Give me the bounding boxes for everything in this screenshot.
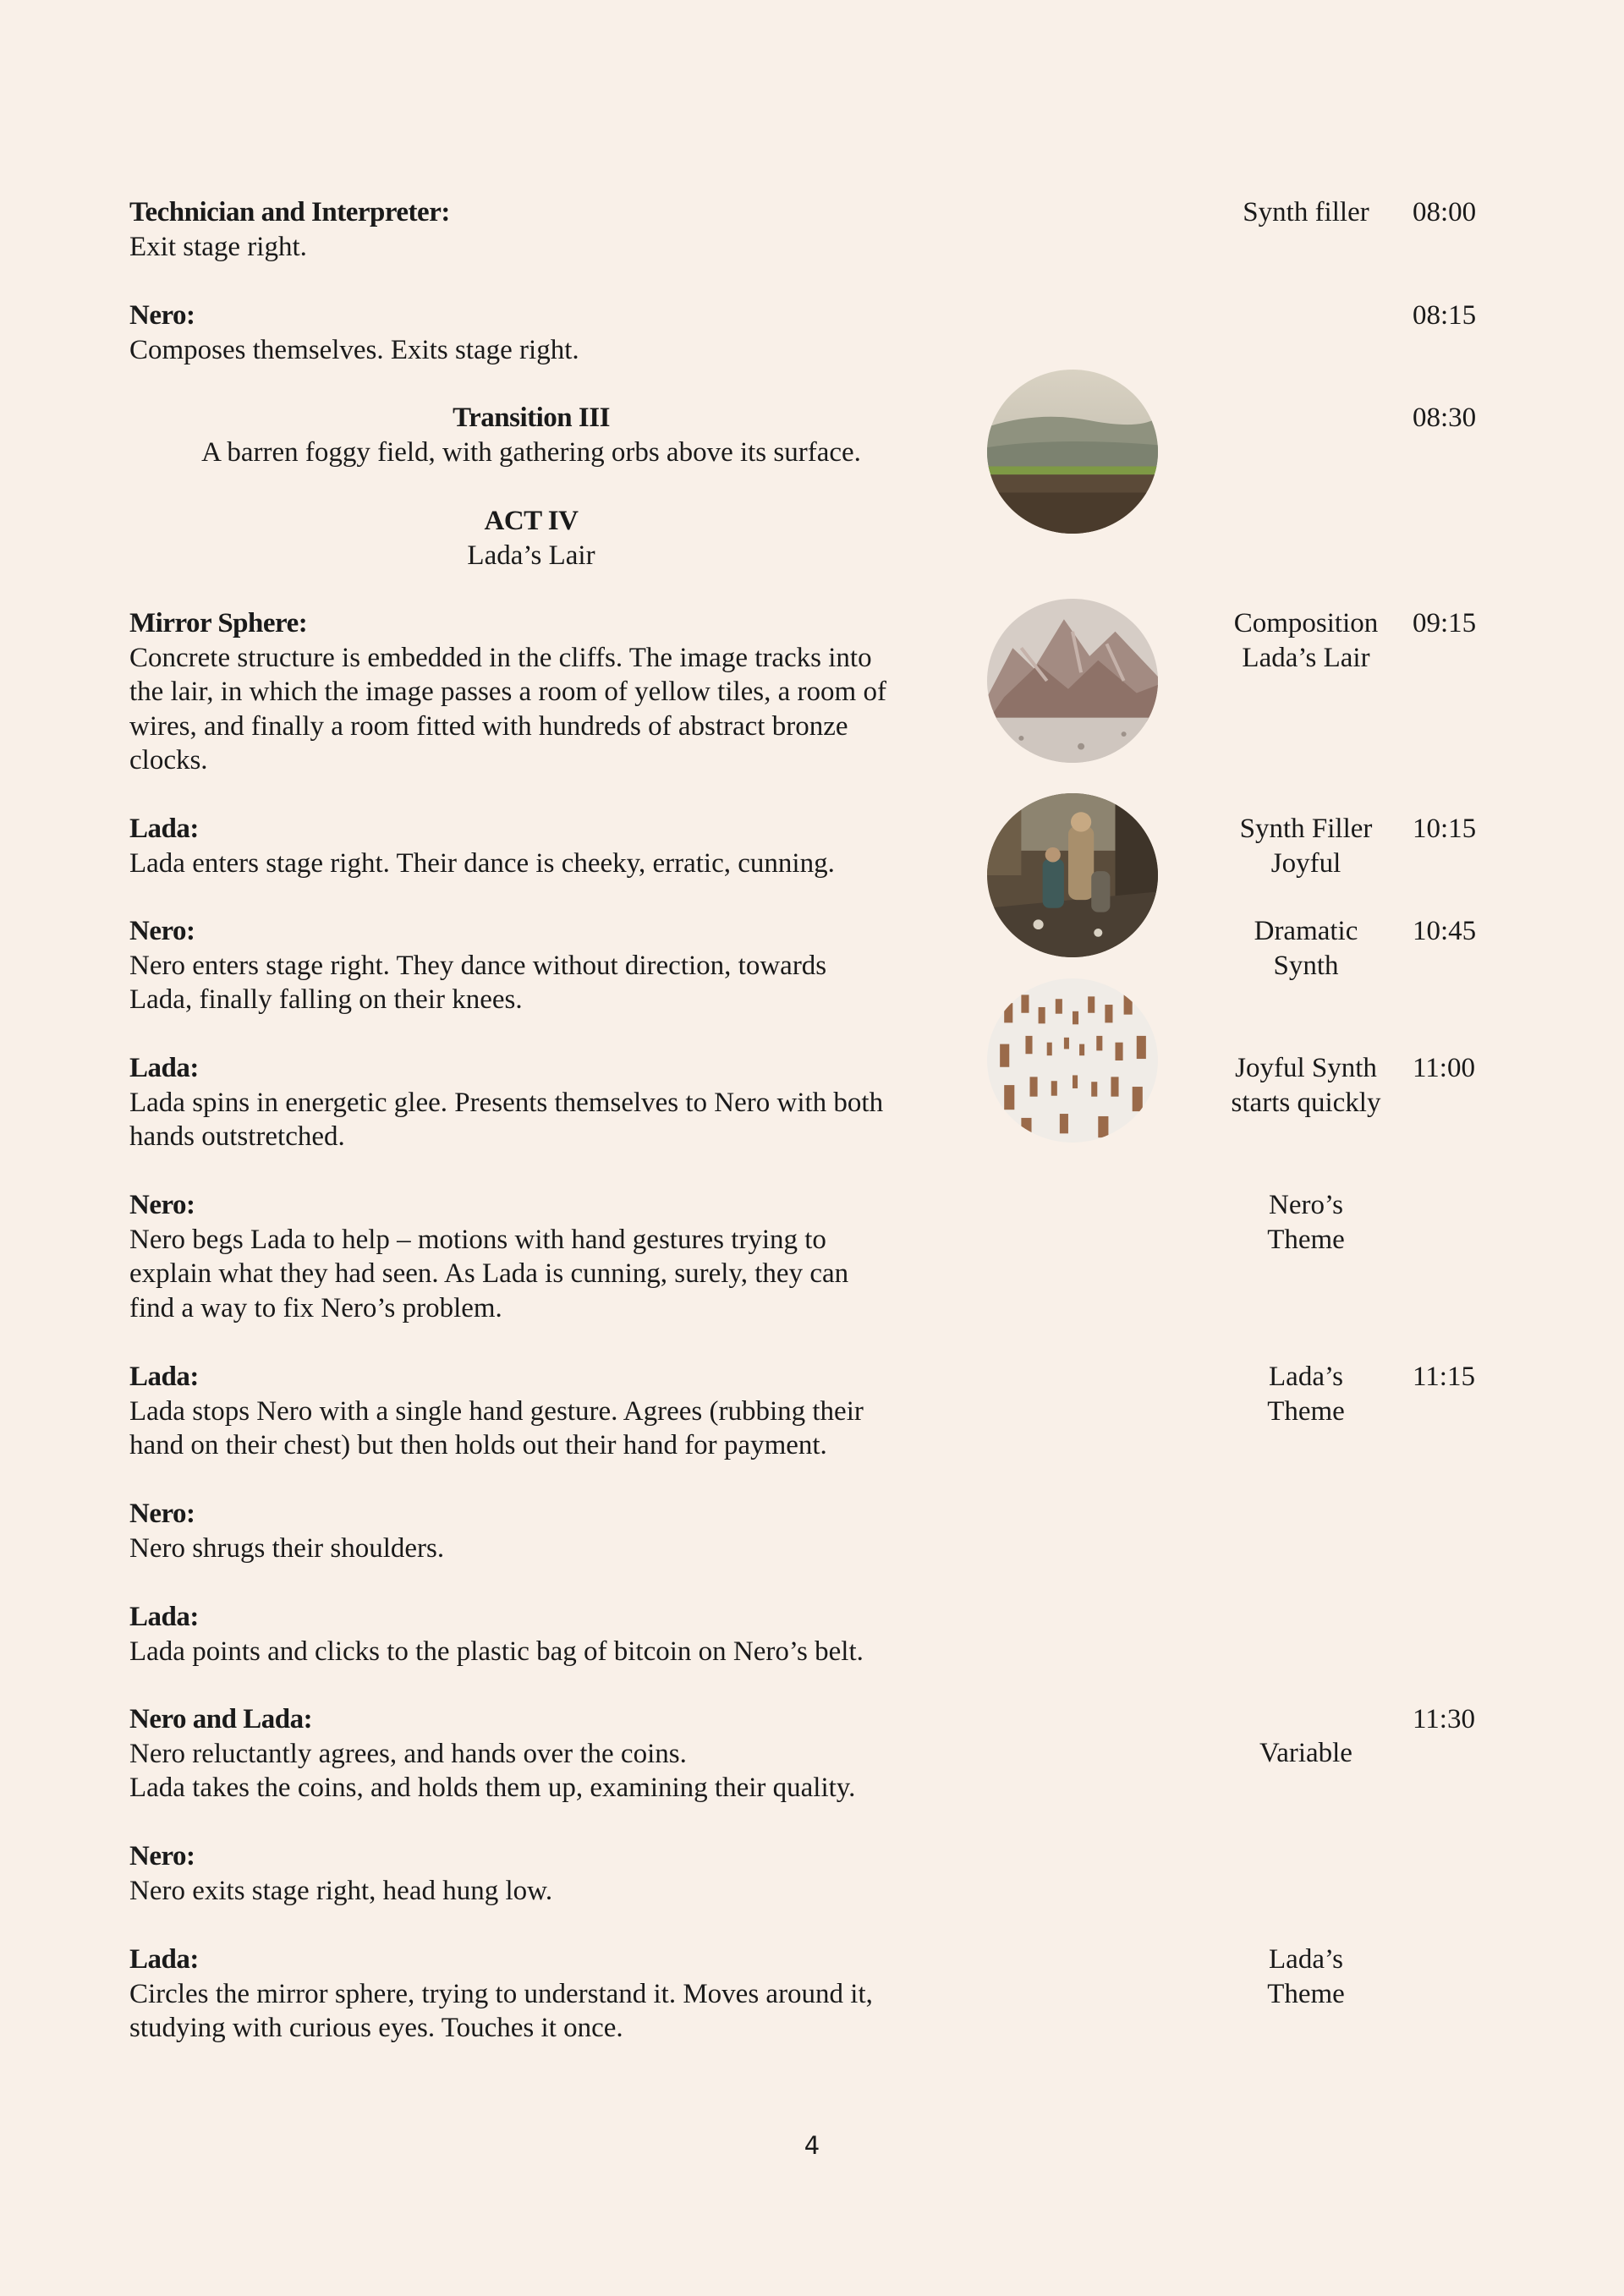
stage-direction-line: the lair, in which the image passes a room of yellow tiles, a room of [129,677,886,707]
stage-direction-line: Lada stops Nero with a single hand gesture. Agrees (rubbing their [129,1395,864,1427]
people-in-ruins-image [987,793,1158,957]
music-cue [1210,914,1402,983]
script-block-nero [129,299,933,367]
page-number: 4 [804,2131,820,2160]
stage-direction-line: Lada, finally falling on their knees. [129,984,523,1015]
script-block-nero-and-lada [129,1702,933,1806]
script-block-lada [129,1051,933,1154]
stage-direction: Composes themselves. Exits stage right. [129,334,579,365]
stage-direction-line: Concrete structure is embedded in the cliffs. The image tracks into [129,642,872,673]
speaker-name: Lada: [129,1944,199,1975]
script-block-nero [129,1188,933,1325]
speaker-name: Nero: [129,1499,195,1529]
music-cue [1210,195,1402,230]
transition-title: Transition III [453,403,610,433]
act-heading [129,504,933,573]
stage-direction: Lada points and clicks to the plastic bag of bitcoin on Nero’s belt. [129,1636,864,1667]
speaker-name: Technician and Interpreter: [129,197,450,227]
stage-direction-line: Nero reluctantly agrees, and hands over the coins. [129,1738,687,1769]
music-cue-line: Theme [1267,1224,1345,1255]
music-cue-line: Lada’s [1269,1944,1343,1975]
script-block-nero [129,1839,933,1908]
speaker-name: Nero: [129,1841,195,1871]
stage-direction-line: explain what they had seen. As Lada is cunning, surely, they can [129,1258,849,1289]
script-block-nero [129,1497,933,1565]
timestamp: 10:15 [1413,814,1477,844]
timestamp: 09:15 [1413,608,1477,638]
music-cue-line: starts quickly [1231,1087,1381,1118]
speaker-name: Lada: [129,1053,199,1083]
script-block-technician-interpreter [129,195,933,264]
speaker-name: Nero and Lada: [129,1704,313,1734]
stage-direction-line: clocks. [129,745,208,775]
bronze-clocks-image [987,978,1158,1143]
stage-direction-line: hand on their chest) but then holds out their hand for payment. [129,1430,827,1460]
stage-direction-line: Lada takes the coins, and holds them up, examining their quality. [129,1773,856,1803]
script-block-lada [129,1943,933,2046]
speaker-name: Nero: [129,300,195,331]
music-cue [1210,1736,1402,1771]
script-block-lada [129,1360,933,1463]
music-cue-line: Theme [1267,1978,1345,2009]
timestamp: 11:00 [1413,1053,1475,1083]
timestamp: 08:30 [1413,403,1477,433]
timestamp: 10:45 [1413,916,1477,946]
music-cue [1210,1943,1402,2011]
music-cue-line: Joyful [1270,847,1341,879]
stage-direction-line: studying with curious eyes. Touches it once. [129,2013,623,2043]
stage-direction: Nero exits stage right, head hung low. [129,1875,553,1906]
music-cue-line: Lada’s [1269,1362,1343,1392]
music-cue-line: Dramatic [1254,916,1358,946]
speaker-name: Mirror Sphere: [129,608,308,638]
stage-direction: Lada enters stage right. Their dance is cheeky, erratic, cunning. [129,847,835,879]
music-cue-line: Variable [1259,1738,1352,1768]
speaker-name: Nero: [129,1190,195,1220]
music-cue [1210,1188,1402,1257]
stage-direction-line: wires, and finally a room fitted with hundreds of abstract bronze [129,710,848,742]
music-cue-line: Composition [1233,608,1379,638]
stage-direction-line: Nero enters stage right. They dance without direction, towards [129,950,827,981]
script-block-lada [129,1600,933,1669]
timestamp: 11:15 [1413,1362,1475,1392]
stage-direction-line: find a way to fix Nero’s problem. [129,1292,502,1323]
music-cue-line: Theme [1267,1395,1345,1427]
transition-heading [129,401,933,469]
music-cue [1210,606,1402,675]
speaker-name: Lada: [129,1602,199,1632]
stage-direction-line: Circles the mirror sphere, trying to understand it. Moves around it, [129,1978,873,2009]
stage-direction: Exit stage right. [129,231,307,262]
transition-description: A barren foggy field, with gathering orbs above its surface. [201,436,861,468]
stage-direction: Nero shrugs their shoulders. [129,1532,445,1564]
stage-direction-line: Nero begs Lada to help – motions with hand gestures trying to [129,1224,826,1255]
foggy-field-image [987,370,1158,534]
stage-direction-line: hands outstretched. [129,1121,345,1152]
speaker-name: Lada: [129,814,199,844]
music-cue-line: Synth filler [1243,197,1369,227]
act-title: ACT IV [484,506,579,536]
timestamp: 08:15 [1413,300,1477,331]
act-subtitle: Lada’s Lair [467,540,595,571]
music-cue-line: Joyful Synth [1235,1053,1377,1083]
script-block-lada [129,812,933,880]
stage-direction-line: Lada spins in energetic glee. Presents themselves to Nero with both [129,1087,884,1118]
music-cue-line: Nero’s [1269,1190,1343,1220]
script-block-nero [129,914,933,1017]
music-cue-line: Lada’s Lair [1242,642,1370,673]
timestamp: 11:30 [1413,1704,1475,1734]
music-cue [1210,1360,1402,1428]
music-cue-line: Synth Filler [1239,814,1373,844]
rocky-cliffs-image [987,599,1158,763]
speaker-name: Nero: [129,916,195,946]
script-block-mirror-sphere [129,606,933,778]
music-cue [1210,812,1402,880]
music-cue-line: Synth [1273,950,1339,981]
timestamp: 08:00 [1413,197,1477,227]
speaker-name: Lada: [129,1362,199,1392]
music-cue [1210,1051,1402,1120]
